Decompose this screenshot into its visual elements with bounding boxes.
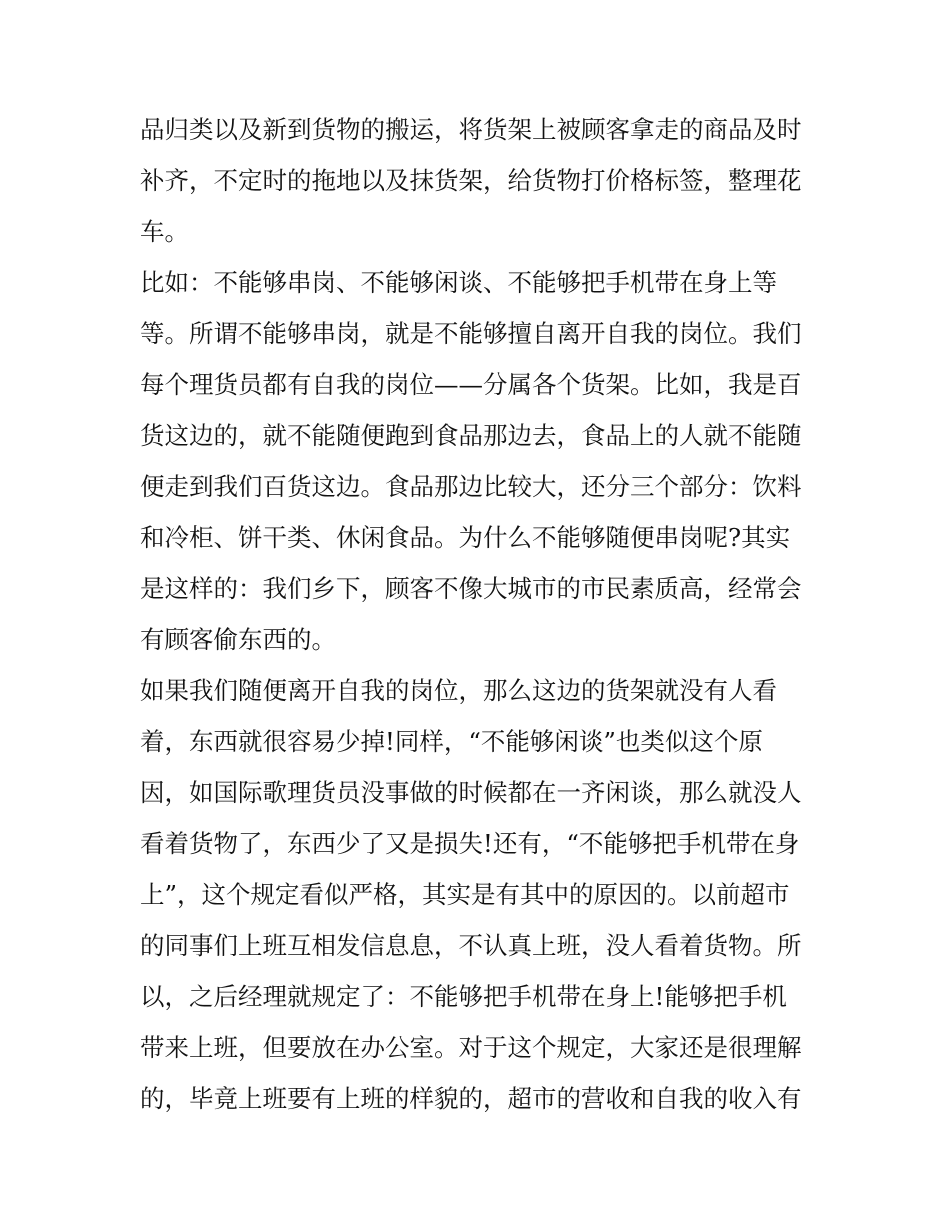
text-line: 着，东西就很容易少掉!同样，“不能够闲谈”也类似这个原 [140, 727, 763, 756]
text-line: 车。 [140, 217, 189, 246]
text-line: 带来上班，但要放在办公室。对于这个规定，大家还是很理解 [140, 1033, 802, 1062]
text-line: 以，之后经理就规定了：不能够把手机带在身上!能够把手机 [140, 982, 787, 1011]
body-text [140, 104, 830, 1124]
text-line: 比如：不能够串岗、不能够闲谈、不能够把手机带在身上等 [140, 268, 777, 297]
text-line: 上”，这个规定看似严格，其实是有其中的原因的。以前超市 [140, 880, 790, 909]
text-line: 是这样的：我们乡下，顾客不像大城市的市民素质高，经常会 [140, 574, 802, 603]
text-line: 品归类以及新到货物的搬运，将货架上被顾客拿走的商品及时 [140, 115, 802, 144]
text-line: 等。所谓不能够串岗，就是不能够擅自离开自我的岗位。我们 [140, 319, 802, 348]
text-line: 的同事们上班互相发信息息，不认真上班，没人看着货物。所 [140, 931, 802, 960]
text-line: 便走到我们百货这边。食品那边比较大，还分三个部分：饮料 [140, 472, 802, 501]
text-line: 的，毕竟上班要有上班的样貌的，超市的营收和自我的收入有 [140, 1084, 802, 1113]
text-line: 因，如国际歌理货员没事做的时候都在一齐闲谈，那么就没人 [140, 778, 802, 807]
text-line: 每个理货员都有自我的岗位——分属各个货架。比如，我是百 [140, 370, 802, 399]
text-line: 补齐，不定时的拖地以及抹货架，给货物打价格标签，整理花 [140, 166, 802, 195]
text-line: 和冷柜、饼干类、休闲食品。为什么不能够随便串岗呢?其实 [140, 523, 791, 552]
text-line: 如果我们随便离开自我的岗位，那么这边的货架就没有人看 [140, 676, 777, 705]
text-line: 看着货物了，东西少了又是损失!还有，“不能够把手机带在身 [140, 829, 800, 858]
text-line: 货这边的，就不能随便跑到食品那边去，食品上的人就不能随 [140, 421, 802, 450]
text-line: 有顾客偷东西的。 [140, 625, 336, 654]
